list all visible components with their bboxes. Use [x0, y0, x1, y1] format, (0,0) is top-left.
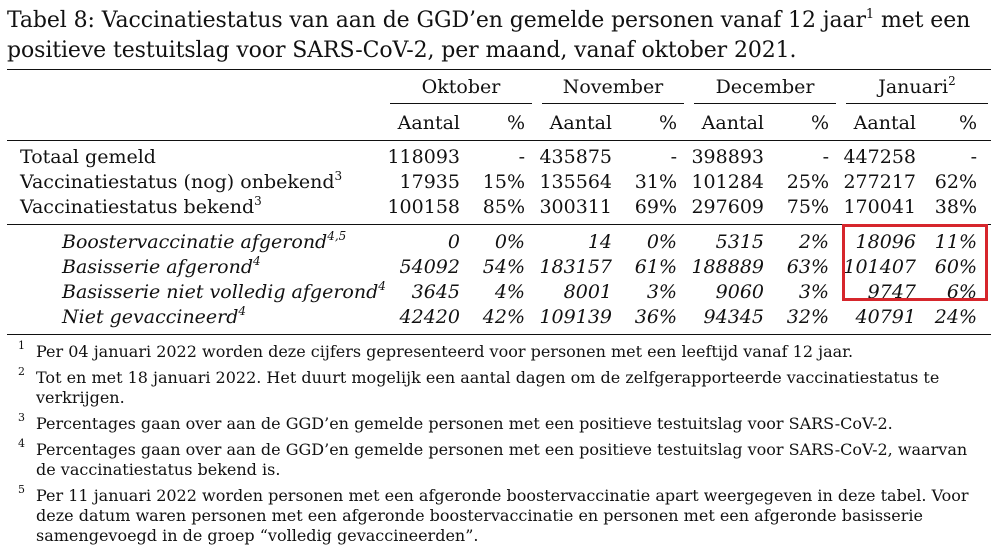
- december-count: 94345: [703, 306, 764, 328]
- november-percent: 69%: [634, 196, 677, 218]
- november-count: 8001: [563, 281, 612, 303]
- row-label-vaccinatiestatus-bekend: Vaccinatiestatus bekend$^3$: [20, 194, 262, 218]
- caption-footnote-marker: 1: [865, 7, 875, 22]
- row-label-totaal-gemeld: Totaal gemeld: [20, 146, 156, 168]
- november-percent: -: [670, 146, 677, 168]
- januari-count: 170041: [843, 196, 916, 218]
- footnote-text: Percentages gaan over aan de GGD’en gemelde personen met een positieve testuitslag voor SARS-CoV-2, waarvan de vaccinatiestatus bekend is.: [36, 440, 968, 479]
- month-underline-november: [542, 103, 684, 104]
- januari-count: 277217: [843, 171, 916, 193]
- subheader-count: Aantal: [853, 112, 916, 134]
- oktober-count: 3645: [411, 281, 460, 303]
- table-caption: [7, 6, 991, 66]
- november-count: 435875: [539, 146, 612, 168]
- bottom-rule: [7, 334, 991, 335]
- november-percent: 61%: [634, 256, 677, 278]
- januari-count: 101407: [843, 256, 916, 278]
- oktober-count: 17935: [399, 171, 460, 193]
- november-count: 135564: [539, 171, 612, 193]
- row-label-basisserie-afgerond: Basisserie afgerond$^4$: [62, 254, 261, 278]
- oktober-percent: 4%: [494, 281, 525, 303]
- highlight-box: [842, 224, 988, 301]
- subheader-percent: %: [810, 112, 829, 134]
- december-percent: 32%: [786, 306, 829, 328]
- november-percent: 0%: [646, 231, 677, 253]
- januari-percent: -: [970, 146, 977, 168]
- row-label-niet-gevaccineerd: Niet gevaccineerd$^4$: [62, 304, 247, 328]
- november-count: 300311: [539, 196, 612, 218]
- december-count: 5315: [715, 231, 764, 253]
- subheader-count: Aantal: [701, 112, 764, 134]
- oktober-count: 100158: [387, 196, 460, 218]
- caption-line-1-suffix: met een: [874, 8, 971, 33]
- oktober-percent: 42%: [482, 306, 525, 328]
- oktober-count: 118093: [387, 146, 460, 168]
- januari-percent: 38%: [934, 196, 977, 218]
- footnote-1: [18, 339, 990, 362]
- januari-percent: 24%: [934, 306, 977, 328]
- top-rule: [7, 69, 991, 70]
- footnotes: [18, 339, 990, 552]
- december-count: 9060: [715, 281, 764, 303]
- oktober-count: 0: [447, 231, 460, 253]
- november-percent: 36%: [634, 306, 677, 328]
- caption-line-2: positieve testuitslag voor SARS-CoV-2, per maand, vanaf oktober 2021.: [7, 38, 797, 63]
- subheader-count: Aantal: [397, 112, 460, 134]
- januari-percent: 11%: [934, 231, 977, 253]
- december-count: 398893: [691, 146, 764, 168]
- header-rule: [7, 140, 991, 141]
- month-header-november: November: [562, 76, 664, 98]
- footnote-marker: 3: [18, 411, 25, 424]
- januari-percent: 60%: [934, 256, 977, 278]
- januari-count: 18096: [855, 231, 916, 253]
- footnote-text: Per 11 januari 2022 worden personen met een afgeronde boostervaccinatie apart weergegeven in deze tabel. Voor deze datum waren personen met een afgeronde boostervaccinatie en personen met een afgeronde basisserie samengevoegd in de groep “volledig gevaccineerden”.: [36, 486, 969, 545]
- januari-percent: 62%: [934, 171, 977, 193]
- footnote-2: [18, 365, 990, 408]
- footnote-text: Per 04 januari 2022 worden deze cijfers gepresenteerd voor personen met een leeftijd vanaf 12 jaar.: [36, 342, 854, 361]
- footnote-5: [18, 483, 990, 546]
- month-header-december: December: [715, 76, 815, 98]
- month-header-oktober: Oktober: [421, 76, 501, 98]
- month-underline-oktober: [390, 103, 532, 104]
- november-count: 183157: [539, 256, 612, 278]
- footnote-marker: 1: [18, 339, 25, 352]
- december-count: 188889: [691, 256, 764, 278]
- december-percent: 3%: [798, 281, 829, 303]
- november-percent: 31%: [634, 171, 677, 193]
- subheader-percent: %: [506, 112, 525, 134]
- november-count: 14: [587, 231, 612, 253]
- month-underline-januari: [846, 103, 988, 104]
- oktober-count: 54092: [399, 256, 460, 278]
- oktober-count: 42420: [399, 306, 460, 328]
- december-count: 297609: [691, 196, 764, 218]
- footnote-marker: 4: [18, 437, 25, 450]
- december-percent: 75%: [786, 196, 829, 218]
- oktober-percent: -: [518, 146, 525, 168]
- row-label-basisserie-niet-volledig: Basisserie niet volledig afgerond$^4$: [62, 279, 386, 303]
- oktober-percent: 0%: [494, 231, 525, 253]
- december-percent: 25%: [786, 171, 829, 193]
- footnote-text: Percentages gaan over aan de GGD’en gemelde personen met een positieve testuitslag voor SARS-CoV-2.: [36, 414, 893, 433]
- november-count: 109139: [539, 306, 612, 328]
- oktober-percent: 54%: [482, 256, 525, 278]
- december-percent: 63%: [786, 256, 829, 278]
- month-underline-december: [694, 103, 836, 104]
- oktober-percent: 85%: [482, 196, 525, 218]
- row-label-vaccinatiestatus-onbekend: Vaccinatiestatus (nog) onbekend$^3$: [20, 169, 343, 193]
- december-percent: -: [822, 146, 829, 168]
- november-percent: 3%: [646, 281, 677, 303]
- oktober-percent: 15%: [482, 171, 525, 193]
- footnote-marker: 2: [18, 365, 25, 378]
- footnote-3: [18, 411, 990, 434]
- januari-count: 40791: [855, 306, 916, 328]
- december-count: 101284: [691, 171, 764, 193]
- row-label-boostervaccinatie-afgerond: Boostervaccinatie afgerond$^{4,5}$: [62, 229, 347, 253]
- januari-percent: 6%: [946, 281, 977, 303]
- januari-count: 9747: [867, 281, 916, 303]
- subheader-count: Aantal: [549, 112, 612, 134]
- december-percent: 2%: [798, 231, 829, 253]
- footnote-text: Tot en met 18 januari 2022. Het duurt mogelijk een aantal dagen om de zelfgerapporteerde vaccinatiestatus te verkrijgen.: [36, 368, 940, 407]
- caption-line-1-prefix: Tabel 8: Vaccinatiestatus van aan de GGD’en gemelde personen vanaf 12 jaar: [7, 8, 866, 33]
- month-header-januari: Januari$^2$: [878, 74, 956, 98]
- subheader-percent: %: [958, 112, 977, 134]
- footnote-4: [18, 437, 990, 480]
- januari-count: 447258: [843, 146, 916, 168]
- footnote-marker: 5: [18, 483, 25, 496]
- subheader-percent: %: [658, 112, 677, 134]
